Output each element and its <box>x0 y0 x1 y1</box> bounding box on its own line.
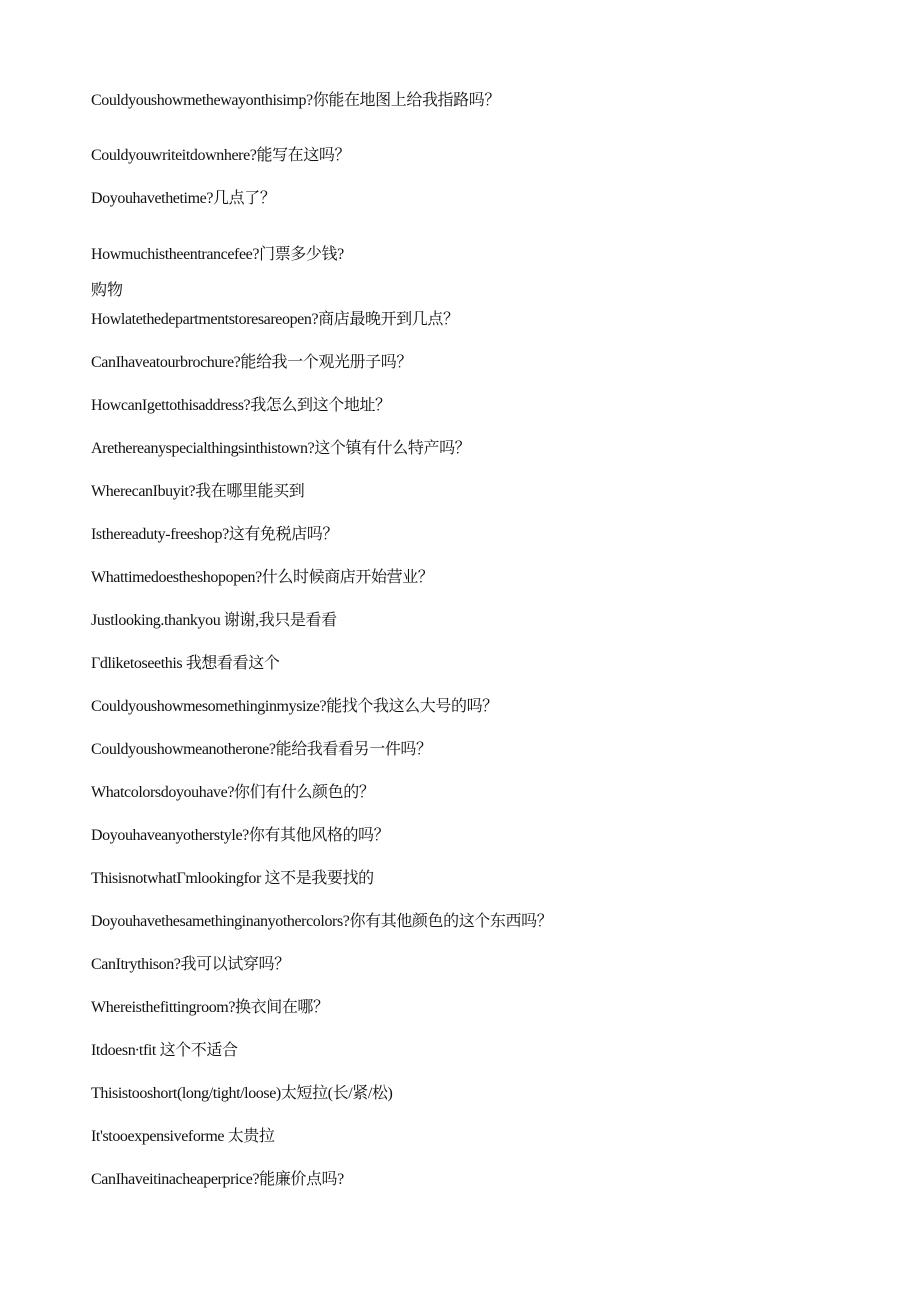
phrase-line: It'stooexpensiveforme 太贵拉 <box>91 1128 275 1145</box>
phrase-line: Whattimedoestheshopopen?什么时候商店开始营业？ <box>91 569 434 586</box>
phrase-line: Justlooking.thankyou 谢谢,我只是看看 <box>91 612 337 629</box>
phrase-line: Doyouhaveanyotherstyle?你有其他风格的吗？ <box>91 827 390 844</box>
phrase-line: Isthereaduty-freeshop?这有免税店吗？ <box>91 526 338 543</box>
phrase-line: CanItrythison?我可以试穿吗？ <box>91 956 290 973</box>
phrase-line: WherecanIbuyit?我在哪里能买到 <box>91 483 305 500</box>
phrase-line: Couldyoushowmethewayonthisimp?你能在地图上给我指路吗？ <box>91 92 500 109</box>
phrase-line: HowcanIgettothisaddress?我怎么到这个地址？ <box>91 397 391 414</box>
phrase-line: Γdliketoseethis 我想看看这个 <box>91 655 280 672</box>
phrase-line: CanIhaveitinacheaperprice?能廉价点吗? <box>91 1171 344 1188</box>
phrase-line: Whereisthefittingroom?换衣间在哪？ <box>91 999 329 1016</box>
phrase-line: Arethereanyspecialthingsinthistown?这个镇有什么特产吗？ <box>91 440 471 457</box>
phrase-line: Itdoesn∙tfit 这个不适合 <box>91 1042 238 1059</box>
phrase-line: Couldyoushowmesomethinginmysize?能找个我这么大号的吗？ <box>91 698 498 715</box>
section-heading-shopping: 购物 <box>91 282 124 299</box>
phrase-line: ThisisnotwhatΓmlookingfor 这不是我要找的 <box>91 870 374 887</box>
phrase-line: Couldyoushowmeanotherone?能给我看看另一件吗？ <box>91 741 432 758</box>
phrase-line: Couldyouwriteitdownhere?能写在这吗？ <box>91 147 351 164</box>
phrase-line: Thisistooshort(long/tight/loose)太短拉(长/紧/松) <box>91 1085 393 1102</box>
phrase-line: Whatcolorsdoyouhave?你们有什么颜色的？ <box>91 784 375 801</box>
phrase-line: CanIhaveatourbrochure?能给我一个观光册子吗？ <box>91 354 412 371</box>
phrase-line: Howmuchistheentrancefee?门票多少钱? <box>91 246 344 263</box>
phrase-line: Howlatethedepartmentstoresareopen?商店最晚开到几点？ <box>91 311 459 328</box>
phrase-line: Doyouhavethetime?几点了？ <box>91 190 276 207</box>
phrase-line: Doyouhavethesamethinginanyothercolors?你有其他颜色的这个东西吗？ <box>91 913 553 930</box>
